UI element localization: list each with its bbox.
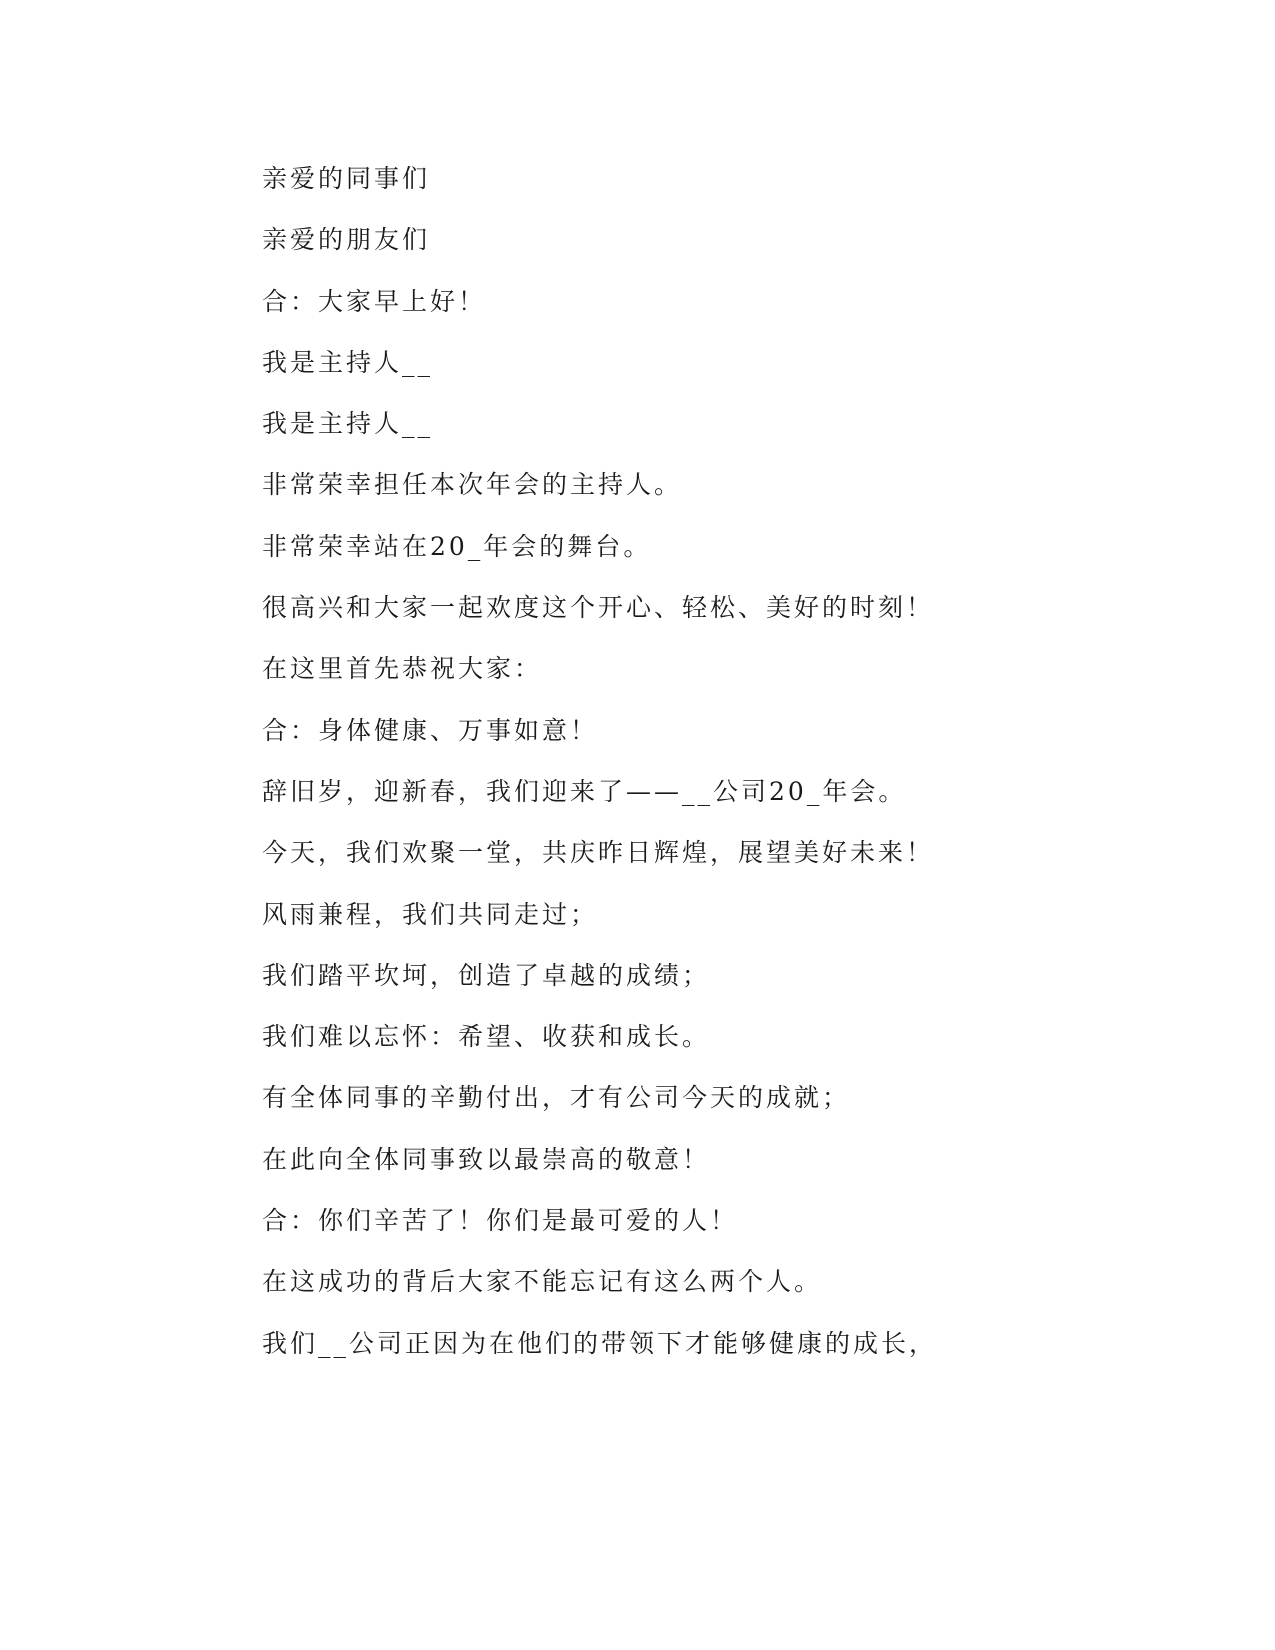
text-line: 在这成功的背后大家不能忘记有这么两个人。 [262, 1267, 823, 1297]
text-line: 有全体同事的辛勤付出，才有公司今天的成就； [262, 1083, 851, 1113]
text-line: 我们难以忘怀：希望、收获和成长。 [262, 1022, 711, 1052]
text-line: 亲爱的朋友们 [262, 225, 431, 255]
text-line: 今天，我们欢聚一堂，共庆昨日辉煌，展望美好未来！ [262, 838, 935, 868]
text-line: 合：大家早上好！ [262, 286, 487, 316]
document-body [262, 160, 1022, 1386]
text-line: 亲爱的同事们 [262, 164, 431, 193]
text-line: 我们踏平坎坷，创造了卓越的成绩； [262, 960, 711, 990]
text-line: 非常荣幸担任本次年会的主持人。 [262, 470, 683, 500]
text-line: 在这里首先恭祝大家： [262, 654, 543, 684]
text-line: 非常荣幸站在20_年会的舞台。 [262, 531, 652, 561]
text-line: 我是主持人__ [262, 409, 434, 439]
text-line: 辞旧岁，迎新春，我们迎来了——__公司20_年会。 [262, 776, 907, 806]
text-line: 我们__公司正因为在他们的带领下才能够健康的成长， [262, 1328, 938, 1358]
text-line: 风雨兼程，我们共同走过； [262, 899, 599, 929]
text-line: 合：身体健康、万事如意！ [262, 715, 599, 745]
text-line: 我是主持人__ [262, 347, 434, 377]
text-line: 在此向全体同事致以最崇高的敬意！ [262, 1144, 711, 1174]
text-line: 合：你们辛苦了！你们是最可爱的人！ [262, 1206, 739, 1236]
text-line: 很高兴和大家一起欢度这个开心、轻松、美好的时刻！ [262, 593, 935, 623]
